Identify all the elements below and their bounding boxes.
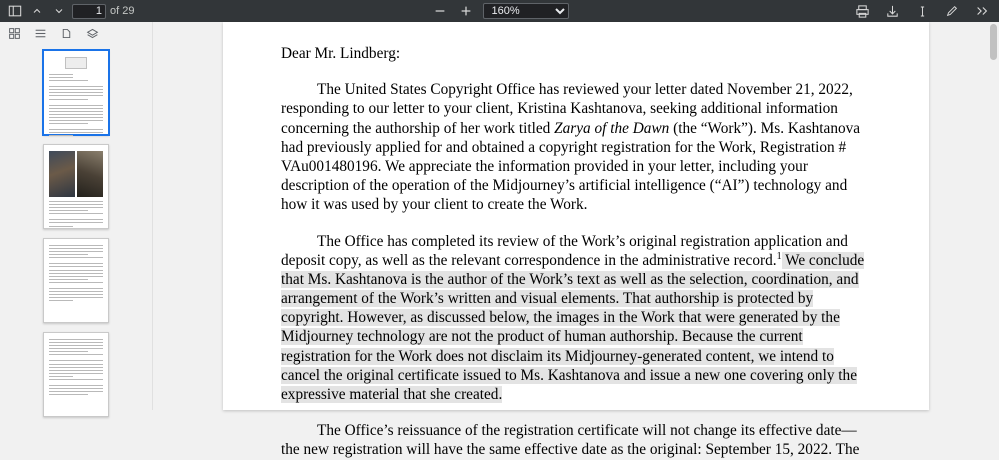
thumbnail-page-4[interactable] [43,332,109,417]
attachments-icon[interactable] [58,25,74,41]
sidebar-toggle-icon[interactable] [6,2,24,20]
text-run: The Office’s reissuance of the registration certificate will not change its effective date—the new registration will have the same effective date as the original: September 15, 2022. The [281,422,860,459]
layers-icon[interactable] [84,25,100,41]
pdf-toolbar [0,0,999,22]
thumbnail-page-2[interactable] [43,144,109,229]
text-run: (the “Work”). Ms. Kashtanova had previously applied for and obtained a copyright registration for the Work, Registration # VAu001480196. We appreciate the information provided in your letter, including your description of the operation of the Midjourney’s artificial intelligence (“AI”) technology and how it was used by your client to create the Work. [281,119,861,214]
page-total-label: of 29 [110,5,135,17]
text-select-icon[interactable] [913,2,931,20]
paragraph-p2 [281,232,871,405]
thumbnail-page-1[interactable] [43,50,109,135]
document-page-1 [223,22,929,459]
print-icon[interactable] [853,2,871,20]
thumbnail-page-3[interactable] [43,238,109,323]
page-number-input[interactable] [72,4,106,19]
scrollbar-thumb[interactable] [990,24,997,60]
paragraph-p1 [281,80,871,214]
document-paragraphs [281,80,871,459]
text-run: The United States Copyright Office has reviewed your letter dated November 21, 2022, responding to our letter to your client, Kristina Kashtanova, seeking additional information concerning the authorship of her work titled [281,81,853,137]
document-viewer[interactable] [153,22,999,459]
more-options-icon[interactable] [973,2,991,20]
zoom-level-select[interactable] [483,3,569,19]
text-run: Zarya of the Dawn [554,119,670,137]
thumb-letterhead-block [65,57,87,69]
previous-page-icon[interactable] [28,2,46,20]
salutation: Dear Mr. Lindberg: [281,45,401,62]
text-run: 1 [776,250,782,262]
vertical-scrollbar[interactable] [988,22,999,410]
thumbnail-sidebar [0,22,153,410]
toolbar-zoom-group [0,2,999,20]
download-icon[interactable] [883,2,901,20]
thumb-image-block [49,151,103,197]
text-run: The Office has completed its review of the Work’s original registration application and deposit copy, as well as the relevant correspondence in the administrative record. [281,232,848,269]
thumbnail-list[interactable] [0,44,152,417]
zoom-in-icon[interactable] [457,2,475,20]
text-run: We conclude that Ms. Kashtanova is the author of the Work’s text as well as the selection, coordination, and arrangement of the Work’s written and visual elements. That authorship is protected by copyright. However, as discussed below, the images in the Work that were generated by the Midjourney technology are not the product of human authorship. Because the current registration for the Work does not disclaim its Midjourney-generated content, we intend to cancel the original certificate issued to Ms. Kashtanova and issue a new one covering only the expressive material that she created. [281,251,865,403]
sidebar-toolbar [0,22,152,44]
thumbnail-view-icon[interactable] [6,25,22,41]
zoom-out-icon[interactable] [431,2,449,20]
annotate-pen-icon[interactable] [943,2,961,20]
paragraph-p3 [281,421,871,459]
toolbar-left-group [0,2,134,20]
next-page-icon[interactable] [50,2,68,20]
toolbar-right-group [853,2,999,20]
viewer-body [0,22,999,459]
document-outline-icon[interactable] [32,25,48,41]
